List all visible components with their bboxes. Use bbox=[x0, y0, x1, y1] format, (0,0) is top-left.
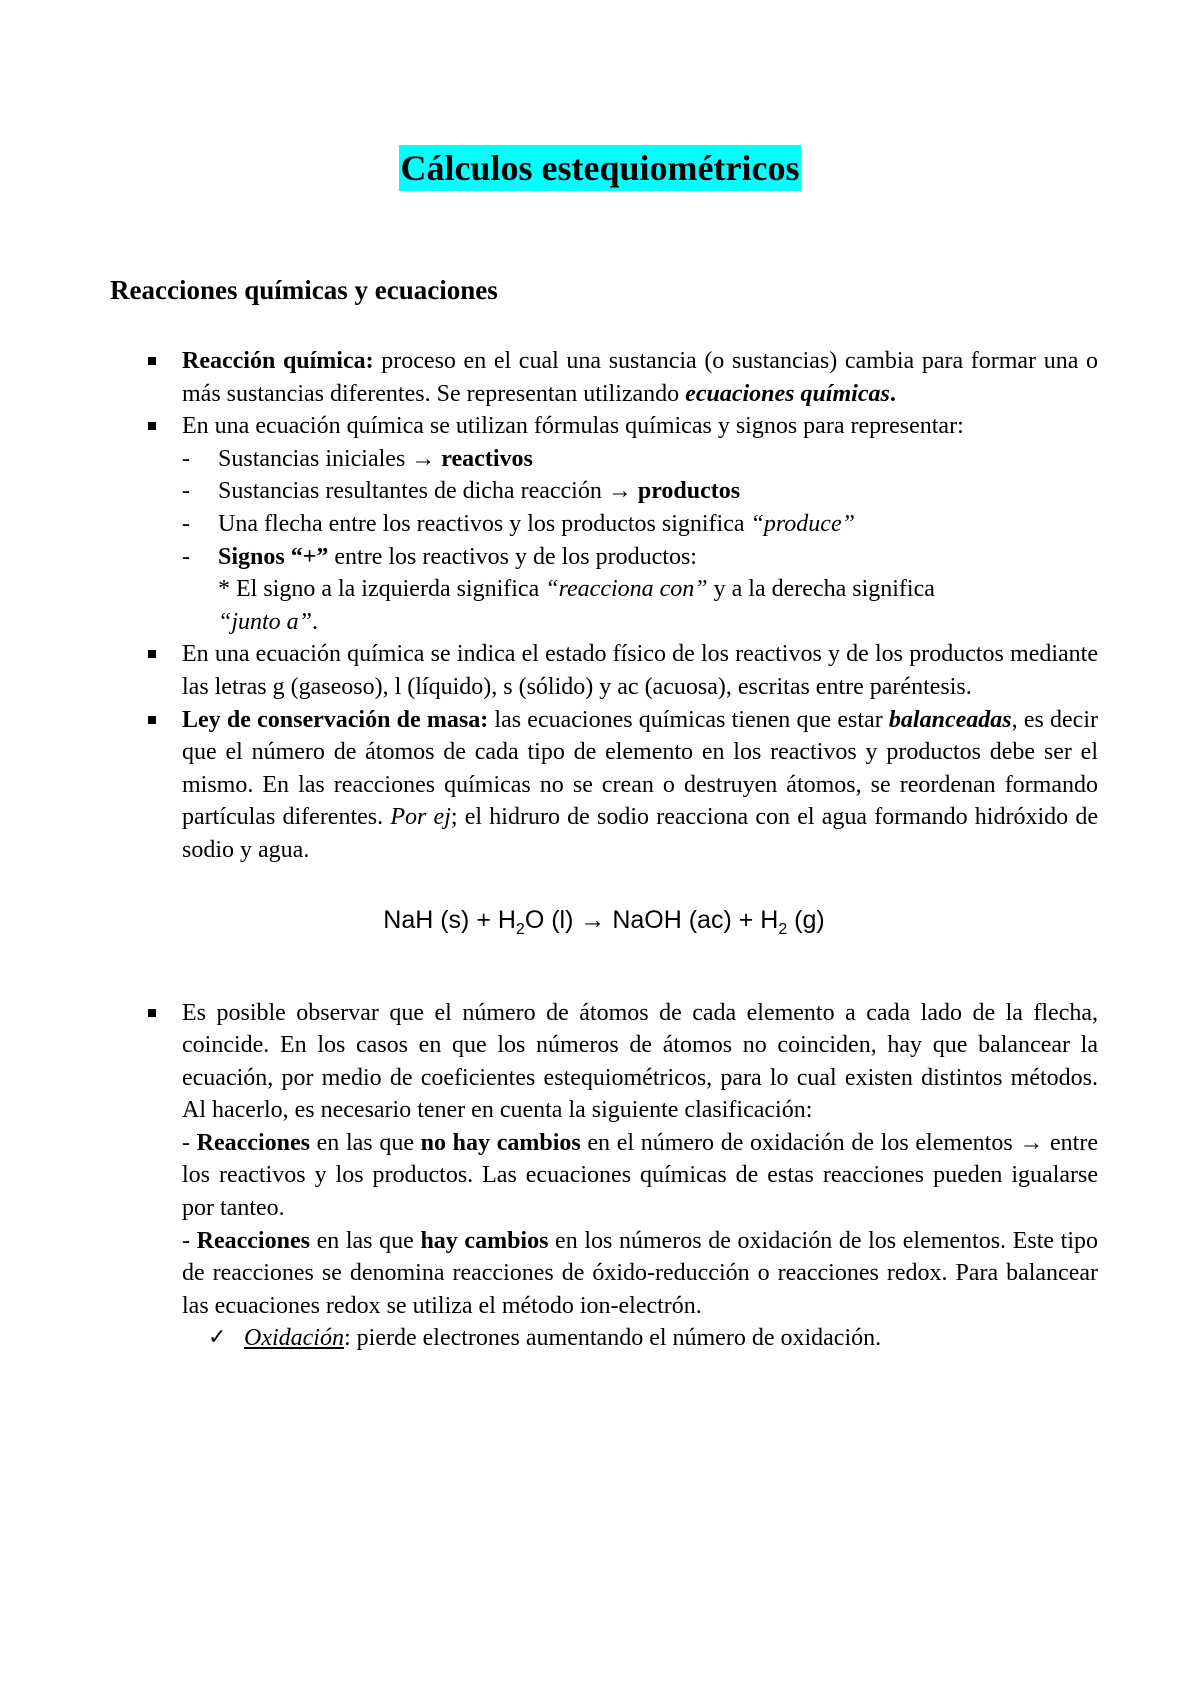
text: Sustancias iniciales → bbox=[218, 445, 442, 472]
equation-subscript: 2 bbox=[778, 920, 788, 938]
text: en las que bbox=[309, 1227, 421, 1254]
paragraph-reacciones-redox bbox=[182, 1225, 1098, 1323]
dash: - bbox=[182, 543, 190, 570]
bullet-item-conservacion bbox=[110, 704, 1098, 997]
note-signos bbox=[182, 573, 1098, 606]
bullet-item-estado-fisico bbox=[110, 638, 1098, 703]
dash: - bbox=[182, 1129, 197, 1156]
emphasis: Por ej bbox=[390, 804, 451, 831]
paragraph bbox=[182, 345, 1098, 410]
dash: - bbox=[182, 478, 190, 505]
square-bullet-icon bbox=[148, 357, 156, 365]
text: en los números de oxidación de los elementos. Este tipo de reacciones se denomina reacciones de óxido-reducción o reacciones redox. Para balancear las ecuaciones redox se utiliza el método ion-electrón. bbox=[182, 1227, 1098, 1319]
text: , es decir que el número de átomos de cada tipo de elemento en los reactivos y productos debe ser el mismo. En las reacciones químicas no se crean o destruyen átomos, se reordenan formando partículas diferentes. bbox=[182, 706, 1098, 831]
text: . bbox=[312, 608, 319, 635]
title-container bbox=[0, 145, 1200, 191]
term: productos bbox=[637, 478, 741, 505]
text: ; el hidruro de sodio reacciona con el agua formando hidróxido de sodio y agua. bbox=[182, 804, 1098, 863]
paragraph: En una ecuación química se indica el estado físico de los reactivos y de los productos mediante las letras g (gaseoso), l (líquido), s (sólido) y ac (acuosa), escritas entre paréntesis. bbox=[182, 641, 1098, 700]
term: Signos “+” bbox=[218, 543, 329, 570]
section-heading: Reacciones químicas y ecuaciones bbox=[110, 275, 498, 305]
text: Sustancias resultantes de dicha reacción → bbox=[218, 478, 638, 505]
square-bullet-icon bbox=[148, 422, 156, 430]
emphasis: ecuaciones químicas bbox=[685, 380, 890, 407]
text: las ecuaciones químicas tienen que estar bbox=[488, 706, 889, 733]
text: en el número de oxidación de los elementos → entre los reactivos y los productos. Las ecuaciones químicas de estas reacciones pueden igualarse por tanteo. bbox=[182, 1129, 1098, 1222]
text: : pierde electrones aumentando el número de oxidación. bbox=[343, 1325, 882, 1352]
dash: - bbox=[182, 445, 190, 472]
bullet-item-ecuacion bbox=[110, 410, 1098, 638]
sub-item-productos bbox=[182, 475, 1098, 508]
term: reactivos bbox=[441, 445, 533, 472]
sub-item-signos bbox=[182, 541, 1098, 574]
text: en las que bbox=[309, 1129, 421, 1156]
square-bullet-icon bbox=[148, 650, 156, 658]
paragraph-reacciones-sin-cambio bbox=[182, 1127, 1098, 1225]
term: Ley de conservación de masa: bbox=[182, 706, 489, 733]
term: hay cambios bbox=[420, 1227, 549, 1254]
page-title: Cálculos estequiométricos bbox=[399, 145, 802, 191]
emphasis: “junto a” bbox=[218, 608, 313, 635]
square-bullet-icon bbox=[148, 716, 156, 724]
dash: - bbox=[182, 510, 190, 537]
emphasis: balanceadas bbox=[888, 706, 1012, 733]
text: entre los reactivos y de los productos: bbox=[328, 543, 697, 570]
section-body bbox=[110, 345, 1098, 1355]
checkmark-icon: ✓ bbox=[208, 1325, 227, 1351]
text: . bbox=[889, 380, 896, 407]
text: Una flecha entre los reactivos y los productos significa bbox=[218, 510, 751, 537]
bullet-list bbox=[110, 345, 1098, 1355]
equation-part: NaH (s) + H bbox=[383, 905, 516, 934]
bullet-item-balanceo bbox=[110, 997, 1098, 1356]
text: * El signo a la izquierda significa bbox=[218, 576, 546, 603]
term: Reacción química: bbox=[182, 348, 374, 374]
sub-item-flecha bbox=[182, 508, 1098, 541]
chemical-equation bbox=[110, 867, 1098, 997]
paragraph: Es posible observar que el número de átomos de cada elemento a cada lado de la flecha, coincide. En los casos en que los números de átomos no coinciden, hay que balancear la ecuación, por medio de coeficientes estequiométricos, para lo cual existen distintos métodos. Al hacerlo, es necesario tener en cuenta la siguiente clasificación: bbox=[182, 999, 1098, 1124]
term: Reacciones bbox=[196, 1227, 310, 1254]
term: Oxidación bbox=[244, 1325, 344, 1352]
checklist-item-oxidacion bbox=[182, 1322, 1098, 1355]
sub-item-reactivos bbox=[182, 443, 1098, 476]
note-signos-cont bbox=[182, 606, 1098, 639]
paragraph bbox=[182, 704, 1098, 867]
equation-part: (g) bbox=[787, 905, 825, 934]
equation-part: O (l) → NaOH (ac) + H bbox=[524, 905, 779, 934]
equation-subscript: 2 bbox=[515, 920, 525, 938]
emphasis: “produce” bbox=[750, 510, 855, 537]
square-bullet-icon bbox=[148, 1009, 156, 1017]
text: proceso en el cual una sustancia (o sustancias) cambia para formar una o más sustancias diferentes. Se representan utilizando bbox=[182, 348, 1098, 407]
term: Reacciones bbox=[196, 1129, 310, 1156]
dash: - bbox=[182, 1227, 197, 1254]
text: y a la derecha significa bbox=[707, 576, 935, 603]
bullet-item-reaccion bbox=[110, 345, 1098, 410]
paragraph: En una ecuación química se utilizan fórmulas químicas y signos para representar: bbox=[182, 413, 964, 440]
emphasis: “reacciona con” bbox=[545, 576, 708, 603]
term: no hay cambios bbox=[420, 1129, 581, 1156]
